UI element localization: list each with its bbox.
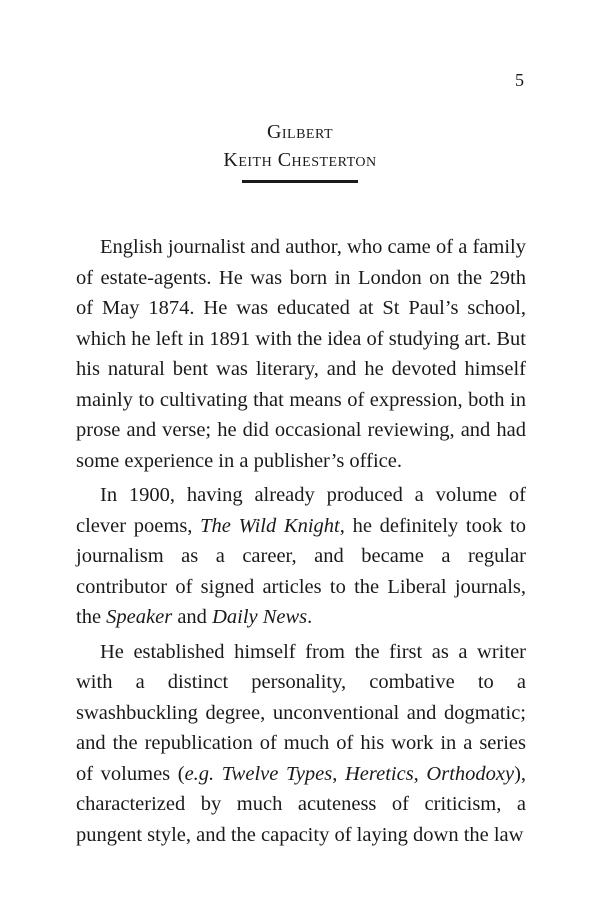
paragraph-2-text-a: In 1900, having already produced a volume of clever poems, (76, 484, 526, 537)
paragraph-3-sep-1: , (332, 762, 345, 785)
paragraph-3-text-a: He established himself from the first as a writer with a distinct personality, combative to a swashbuckling degree, unconventional and dogmatic; and the republication of much of his work in a series of volumes ( (76, 640, 526, 785)
heading-divider (242, 180, 358, 183)
paragraph-1: English journalist and author, who came of a family of estate-agents. He was born in London on the 29th of May 1874. He was educated at St Paul’s school, which he left in 1891 with the idea of studying art. But his natural bent was literary, and he devoted himself mainly to cultivating that means of expression, both in prose and verse; he did occasional reviewing, and had some experience in a publisher’s office. (76, 236, 526, 472)
paragraph-3-text-b: ), characterized by much acuteness of criticism, a pungent style, and the capacity of laying down the law (76, 762, 527, 846)
heading-line-first-name: Gilbert (266, 121, 334, 143)
heading-line-surname: Keith Chesterton (223, 149, 377, 171)
title-heretics: Heretics (344, 762, 414, 785)
body-text (76, 232, 526, 854)
title-daily-news: Daily News (212, 606, 308, 628)
paragraph-2-text-b: , he definitely took to journalism as a career, and became a regular contributor of signed articles to the Liberal journals, the (76, 514, 527, 628)
chapter-heading (0, 118, 600, 174)
title-twelve-types: Twelve Types (221, 762, 333, 785)
paragraph-2-text-c: and (172, 606, 213, 628)
paragraph-3-space (214, 763, 222, 785)
page-number: 5 (515, 70, 524, 90)
paragraph-3 (76, 637, 526, 851)
abbrev-eg: e.g. (184, 762, 215, 785)
paragraph-2 (76, 480, 526, 633)
paragraph-3-sep-2: , (413, 762, 427, 785)
title-the-wild-knight: The Wild Knight (200, 514, 340, 537)
title-orthodoxy: Orthodoxy (426, 762, 515, 785)
paragraph-2-text-d: . (307, 606, 313, 628)
title-speaker: Speaker (106, 606, 173, 628)
